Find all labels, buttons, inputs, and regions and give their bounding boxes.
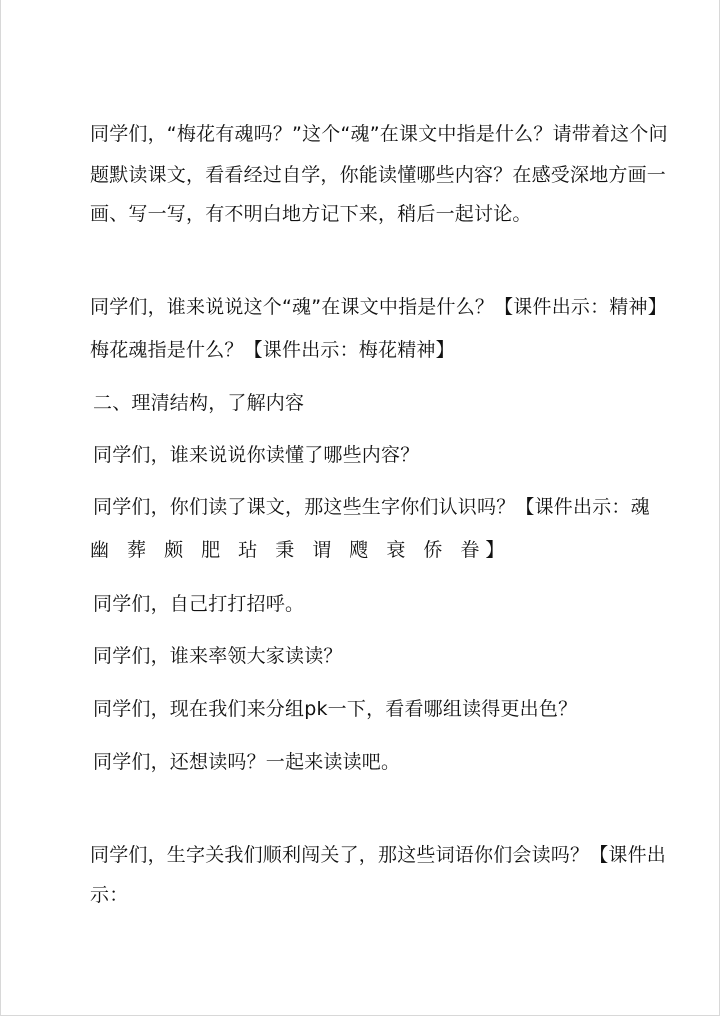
paragraph-line-4: 同学们，谁来说说这个“魂”在课文中指是什么？【课件出示：精神】 — [90, 296, 667, 318]
paragraph-line-15: 示： — [90, 884, 129, 906]
paragraph-line-5: 梅花魂指是什么？【课件出示：梅花精神】 — [90, 339, 455, 361]
paragraph-line-1: 同学们，“梅花有魂吗？”这个“魂”在课文中指是什么？请带着这个问 — [90, 123, 668, 145]
paragraph-line-11: 同学们，谁来率领大家读读？ — [93, 645, 343, 667]
paragraph-line-3: 画、写一写，有不明白地方记下来，稍后一起讨论。 — [90, 203, 532, 225]
paragraph-line-8: 同学们，你们读了课文，那这些生字你们认识吗？【课件出示：魂 — [93, 496, 650, 518]
vocabulary-line: 幽 葬 颇 肥 玷 秉 谓 飕 衰 侨 眷】 — [90, 539, 511, 561]
paragraph-line-14: 同学们，生字关我们顺利闯关了，那这些词语你们会读吗？【课件出 — [90, 844, 667, 866]
paragraph-line-7: 同学们，谁来说说你读懂了哪些内容？ — [93, 444, 420, 466]
paragraph-line-2: 题默读课文，看看经过自学，你能读懂哪些内容？在感受深地方画一 — [90, 164, 667, 186]
section-heading: 二、理清结构，了解内容 — [93, 392, 305, 414]
paragraph-line-12: 同学们，现在我们来分组pk一下，看看哪组读得更出色？ — [93, 698, 578, 720]
paragraph-line-13: 同学们，还想读吗？一起来读读吧。 — [93, 751, 401, 773]
paragraph-line-10: 同学们，自己打打招呼。 — [93, 593, 305, 615]
